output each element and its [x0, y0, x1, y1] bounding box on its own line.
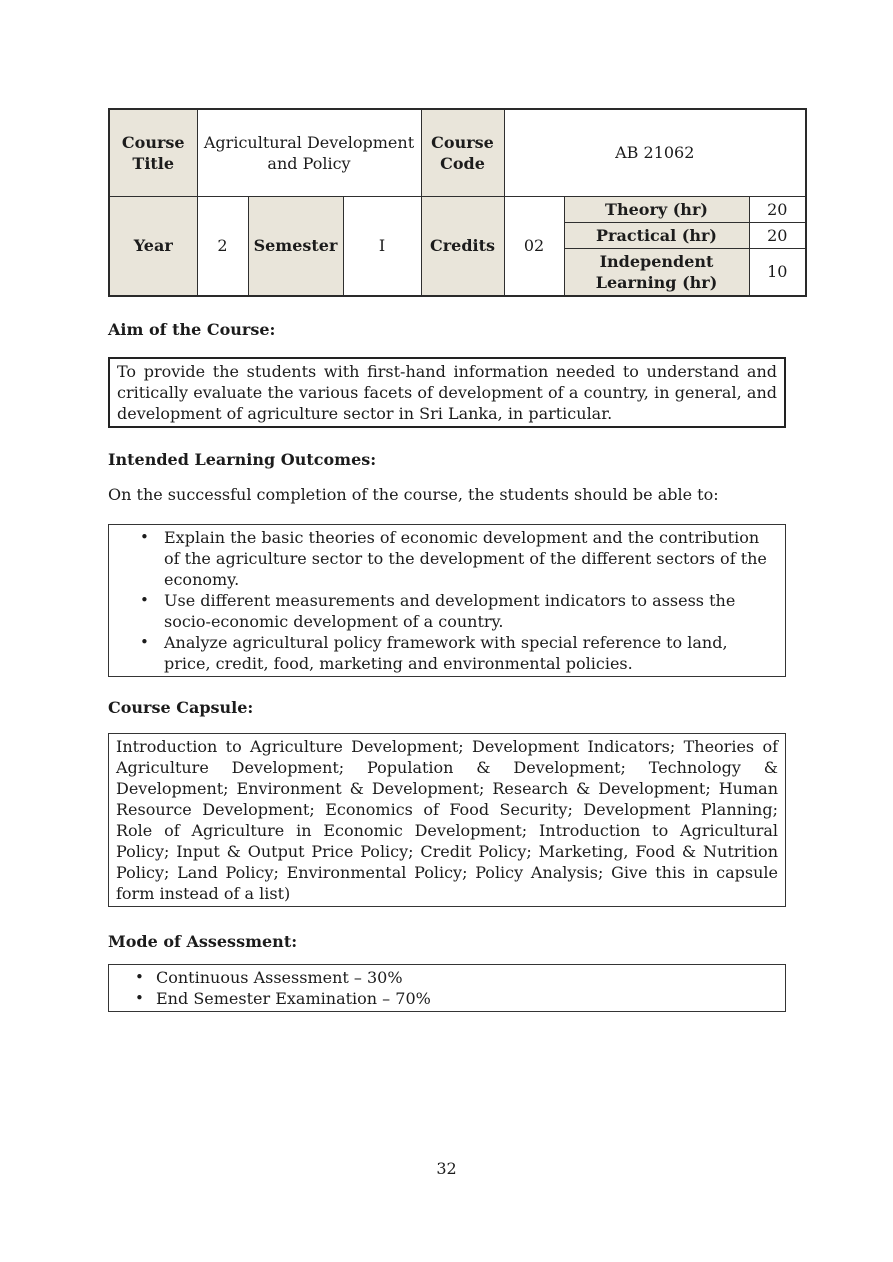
ilo-bullet-item: • Use different measurements and development indicators to assess the socio-economic development of a country.	[116, 590, 778, 632]
credits-label-cell: Credits	[421, 196, 504, 296]
course-title-value-cell: Agricultural Development and Policy	[197, 109, 421, 196]
semester-value-cell: I	[343, 196, 421, 296]
course-code-value-cell: AB 21062	[504, 109, 806, 196]
practical-hours-value-cell: 20	[749, 222, 806, 248]
course-code-label-cell: Course Code	[421, 109, 504, 196]
assessment-bullet-item: • End Semester Examination – 70%	[116, 988, 778, 1009]
credits-value-cell: 02	[504, 196, 564, 296]
course-info-table	[108, 108, 807, 297]
aim-heading: Aim of the Course:	[108, 319, 276, 339]
page-content	[108, 108, 805, 1012]
practical-hours-label-cell: Practical (hr)	[564, 222, 749, 248]
ilo-bullet-item: • Explain the basic theories of economic development and the contribution of the agriculture sector to the development of the different sectors of the economy.	[116, 527, 778, 590]
ilo-box	[108, 524, 786, 677]
aim-box: To provide the students with first-hand information needed to understand and critically evaluate the various facets of development of a country, in general, and development of agriculture sector in Sri Lanka, in particular.	[108, 357, 786, 428]
year-value-cell: 2	[197, 196, 248, 296]
course-title-label-cell: Course Title	[109, 109, 197, 196]
year-label-cell: Year	[109, 196, 197, 296]
capsule-box: Introduction to Agriculture Development; Development Indicators; Theories of Agriculture Development; Population & Development; Technology & Development; Environment & Development; Research & Development; Human Resource Development; Economics of Food Security; Development Planning; Role of Agriculture in Economic Development; Introduction to Agricultural Policy; Input & Output Price Policy; Credit Policy; Marketing, Food & Nutrition Policy; Land Policy; Environmental Policy; Policy Analysis; Give this in capsule form instead of a list)	[108, 733, 786, 907]
semester-label-cell: Semester	[248, 196, 343, 296]
independent-learning-value-cell: 10	[749, 248, 806, 296]
theory-hours-label-cell: Theory (hr)	[564, 196, 749, 222]
assessment-heading: Mode of Assessment:	[108, 931, 298, 951]
ilo-intro: On the successful completion of the course, the students should be able to:	[108, 484, 719, 504]
capsule-heading: Course Capsule:	[108, 697, 254, 717]
assessment-bullet-list	[116, 967, 778, 1009]
assessment-bullet-item: • Continuous Assessment – 30%	[116, 967, 778, 988]
ilo-bullet-item: • Analyze agricultural policy framework with special reference to land, price, credit, food, marketing and environmental policies.	[116, 632, 778, 674]
page-number: 32	[436, 1159, 457, 1178]
independent-learning-label-cell: Independent Learning (hr)	[564, 248, 749, 296]
ilo-bullet-list	[116, 527, 778, 674]
assessment-box	[108, 964, 786, 1012]
theory-hours-value-cell: 20	[749, 196, 806, 222]
ilo-heading: Intended Learning Outcomes:	[108, 449, 377, 469]
